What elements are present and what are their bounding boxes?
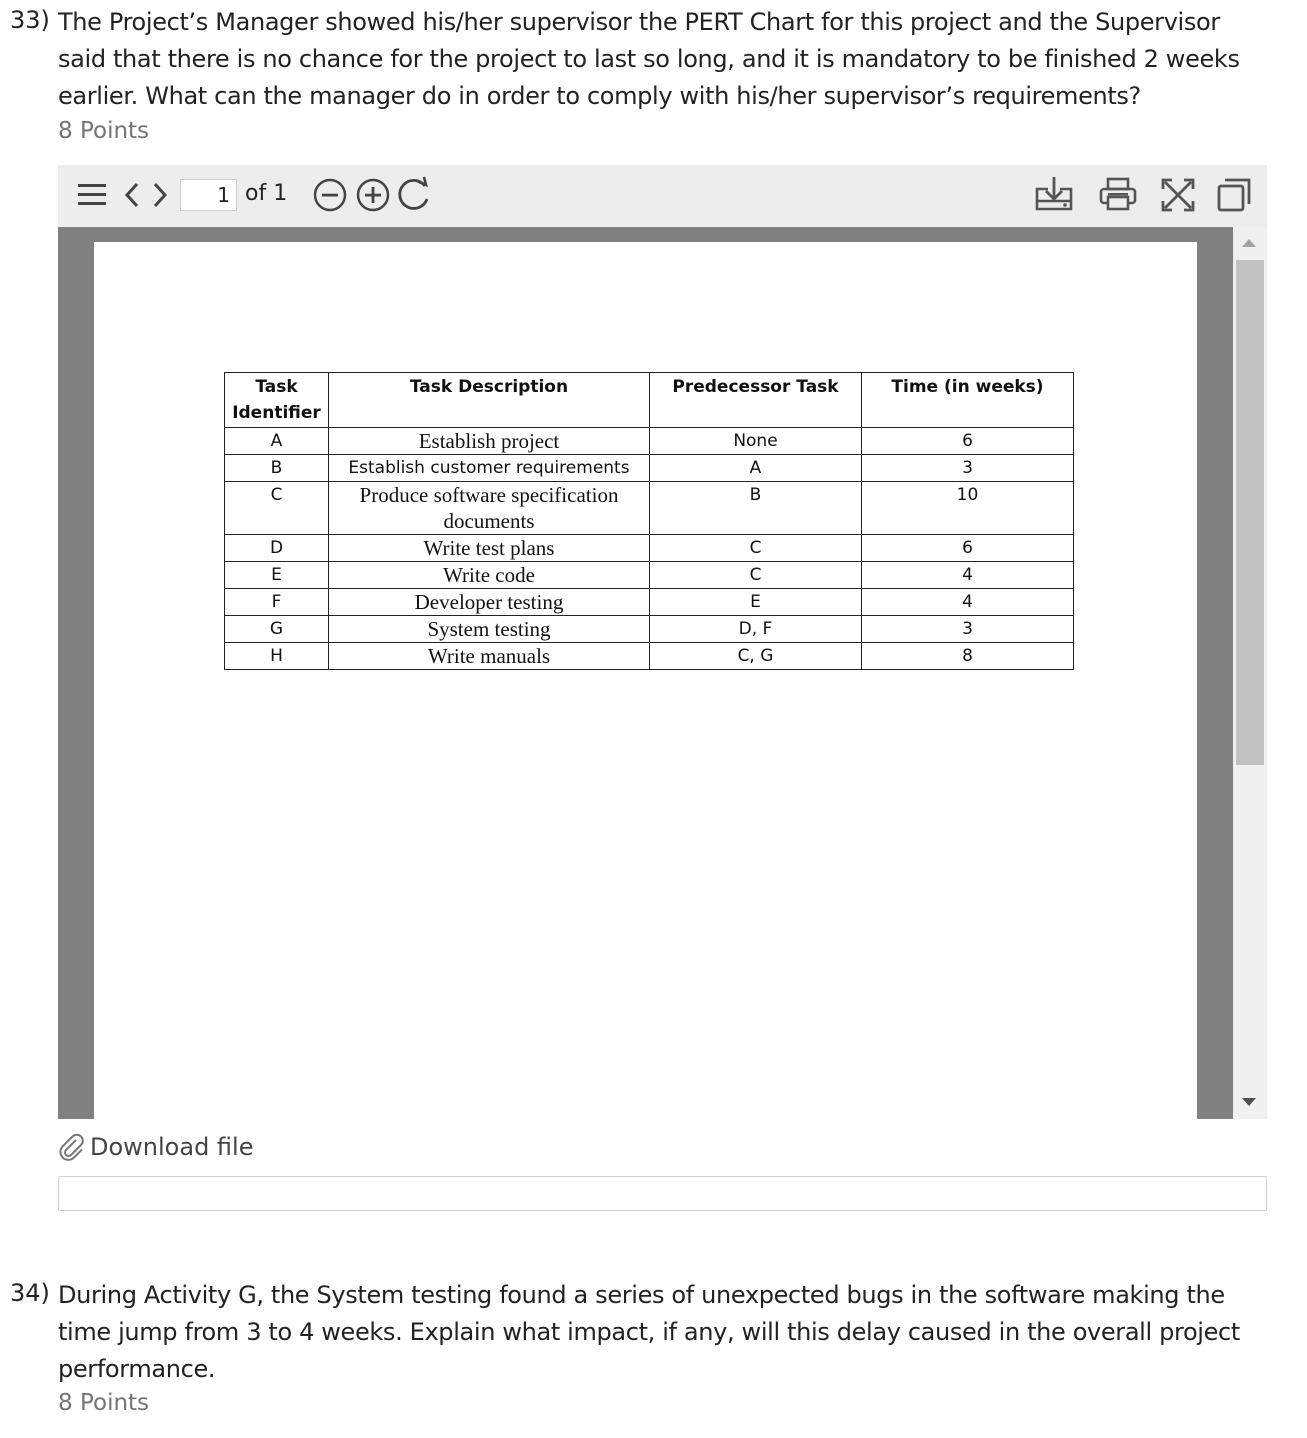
question-line: The Project’s Manager showed his/her supervisor the PERT Chart for this project and the Supervisor — [58, 8, 1220, 36]
table-row — [225, 589, 1074, 616]
next-page-icon[interactable] — [148, 179, 172, 211]
header-predecessor-task: Predecessor Task — [650, 373, 862, 428]
task-id: D — [225, 535, 329, 562]
question-number: 34) — [10, 1279, 50, 1307]
task-id: B — [225, 455, 329, 482]
page-number-input[interactable] — [180, 179, 237, 211]
task-description: Write code — [329, 562, 650, 589]
scrollbar-thumb[interactable] — [1236, 260, 1264, 765]
task-time: 3 — [862, 455, 1074, 482]
table-row — [225, 428, 1074, 455]
table-row — [225, 616, 1074, 643]
table-row — [225, 482, 1074, 535]
task-description: Write manuals — [329, 643, 650, 670]
task-description: System testing — [329, 616, 650, 643]
task-time: 3 — [862, 616, 1074, 643]
question-line: said that there is no chance for the project to last so long, and it is mandatory to be finished 2 weeks — [58, 45, 1240, 73]
question-points: 8 Points — [58, 118, 150, 144]
task-predecessor: C, G — [650, 643, 862, 670]
task-predecessor: A — [650, 455, 862, 482]
header-task-description: Task Description — [329, 373, 650, 428]
task-time: 4 — [862, 589, 1074, 616]
task-predecessor: C — [650, 535, 862, 562]
viewer-toolbar — [58, 165, 1267, 227]
task-time: 10 — [862, 482, 1074, 535]
scroll-down-icon[interactable] — [1242, 1098, 1256, 1106]
task-description: Establish customer requirements — [329, 455, 650, 482]
task-description: Establish project — [329, 428, 650, 455]
task-id: E — [225, 562, 329, 589]
header-task-identifier: Task Identifier — [225, 373, 329, 428]
question-number: 33) — [10, 6, 50, 34]
task-predecessor: B — [650, 482, 862, 535]
fullscreen-icon[interactable] — [1160, 177, 1196, 213]
table-row — [225, 455, 1074, 482]
task-id: C — [225, 482, 329, 535]
print-icon[interactable] — [1098, 176, 1138, 212]
document-page — [94, 242, 1197, 1119]
task-predecessor: None — [650, 428, 862, 455]
paperclip-icon — [58, 1133, 86, 1161]
task-id: G — [225, 616, 329, 643]
document-area[interactable] — [58, 227, 1233, 1119]
task-predecessor: D, F — [650, 616, 862, 643]
task-predecessor: E — [650, 589, 862, 616]
popout-icon[interactable] — [1216, 177, 1252, 213]
question-text — [58, 1277, 1273, 1388]
task-predecessor: C — [650, 562, 862, 589]
question-line: time jump from 3 to 4 weeks. Explain what impact, if any, will this delay caused in the overall project — [58, 1318, 1240, 1346]
question-points: 8 Points — [58, 1390, 150, 1416]
download-file-link[interactable] — [58, 1133, 253, 1161]
pdf-viewer — [58, 165, 1267, 1119]
task-id: H — [225, 643, 329, 670]
menu-icon[interactable] — [76, 181, 108, 209]
task-id: A — [225, 428, 329, 455]
task-description: Write test plans — [329, 535, 650, 562]
vertical-scrollbar[interactable] — [1233, 227, 1267, 1119]
task-time: 4 — [862, 562, 1074, 589]
question-line: During Activity G, the System testing found a series of unexpected bugs in the software making the — [58, 1281, 1225, 1309]
prev-page-icon[interactable] — [120, 179, 144, 211]
question-line: performance. — [58, 1355, 216, 1383]
task-time: 6 — [862, 428, 1074, 455]
page-count: of 1 — [245, 181, 288, 206]
question-line: earlier. What can the manager do in order to comply with his/her supervisor’s requirements? — [58, 82, 1141, 110]
download-icon[interactable] — [1034, 175, 1074, 213]
question-text — [58, 4, 1273, 115]
answer-input[interactable] — [58, 1176, 1267, 1211]
table-row — [225, 643, 1074, 670]
task-description: Produce software specification documents — [329, 482, 650, 535]
task-time: 8 — [862, 643, 1074, 670]
table-row — [225, 535, 1074, 562]
task-time: 6 — [862, 535, 1074, 562]
download-file-label: Download file — [90, 1133, 254, 1161]
task-description: Developer testing — [329, 589, 650, 616]
task-id: F — [225, 589, 329, 616]
zoom-in-icon[interactable] — [355, 177, 391, 213]
pert-table — [224, 372, 1074, 670]
table-header-row — [225, 373, 1074, 428]
table-row — [225, 562, 1074, 589]
rotate-icon[interactable] — [394, 175, 434, 213]
header-time: Time (in weeks) — [862, 373, 1074, 428]
scroll-up-icon[interactable] — [1242, 239, 1256, 247]
zoom-out-icon[interactable] — [312, 177, 348, 213]
